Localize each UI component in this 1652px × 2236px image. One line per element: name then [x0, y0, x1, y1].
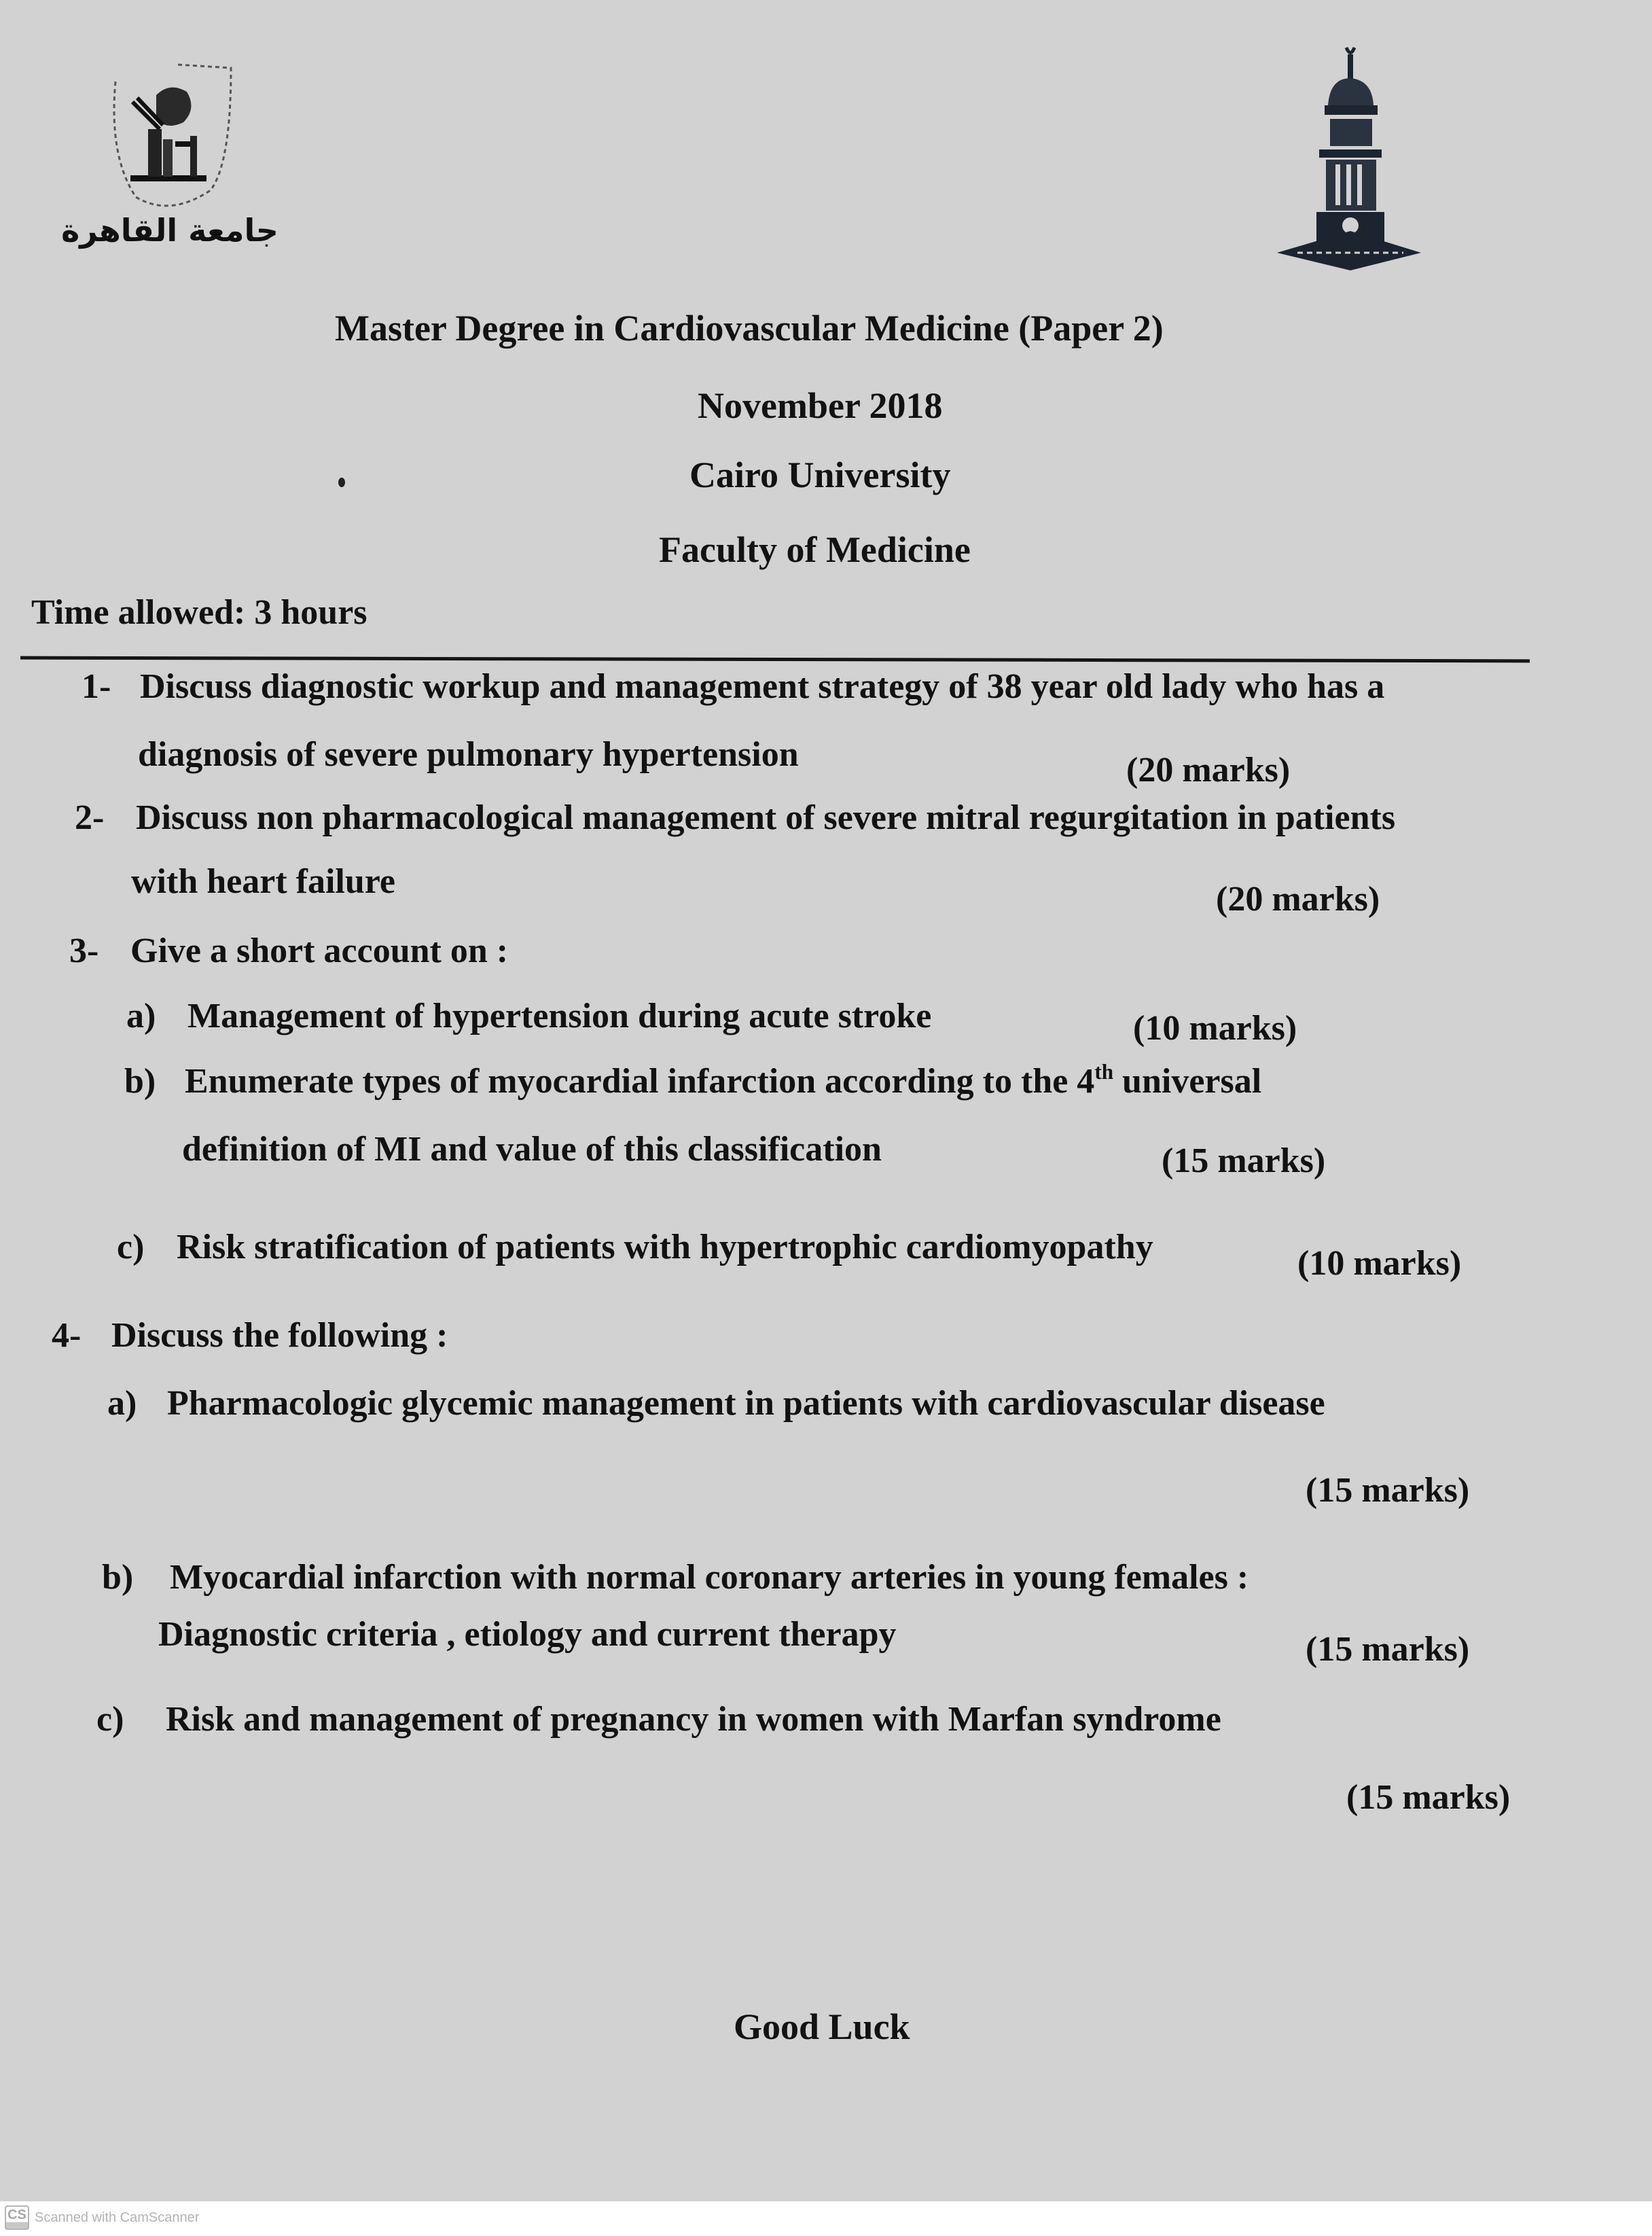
part-marks: (15 marks) [1306, 1630, 1470, 1669]
part-text-line: Risk and management of pregnancy in women with Marfan syndrome [166, 1700, 1221, 1739]
part-text-line: Pharmacologic glycemic management in patients with cardiovascular disease [167, 1384, 1325, 1423]
part-label: b) [102, 1558, 134, 1597]
question-number: 1- [82, 667, 111, 706]
time-allowed: Time allowed: 3 hours [31, 593, 367, 632]
exam-date: November 2018 [698, 385, 943, 426]
seal-arabic-text: جامعة القاهرة [61, 212, 279, 249]
ordinal-superscript: th [1094, 1060, 1114, 1084]
part-marks: (15 marks) [1306, 1471, 1470, 1510]
exam-title: Master Degree in Cardiovascular Medicine (Paper 2) [335, 308, 1164, 349]
closing-message: Good Luck [734, 2006, 910, 2047]
part-label: b) [124, 1062, 156, 1101]
part-marks: (15 marks) [1162, 1141, 1326, 1180]
part-label: a) [107, 1384, 137, 1423]
scan-speck [338, 478, 345, 487]
dome-tower-icon [1270, 41, 1426, 272]
question-number: 3- [69, 931, 99, 970]
question-text-line: diagnosis of severe pulmonary hypertension [138, 735, 799, 774]
header-divider [20, 656, 1530, 663]
camscanner-footer [0, 2201, 1652, 2236]
part-text-line: Diagnostic criteria , etiology and current therapy [158, 1615, 897, 1654]
question-marks: (20 marks) [1216, 880, 1380, 919]
question-number: 4- [52, 1316, 82, 1355]
part-text-line: Management of hypertension during acute stroke [187, 997, 932, 1035]
part-text-line: Risk stratification of patients with hypertrophic cardiomyopathy [177, 1228, 1153, 1266]
part-label: c) [96, 1700, 124, 1739]
part-label: c) [117, 1228, 145, 1266]
part-text-line: definition of MI and value of this classification [182, 1130, 882, 1169]
part-text-main: Enumerate types of myocardial infarction according to the 4 [185, 1062, 1095, 1101]
part-text-line: Myocardial infarction with normal coronary arteries in young females : [170, 1558, 1249, 1597]
question-marks: (20 marks) [1126, 751, 1291, 789]
question-text-line: Discuss the following : [111, 1316, 448, 1355]
part-marks: (10 marks) [1133, 1009, 1297, 1048]
part-label: a) [126, 997, 156, 1035]
part-text-tail: universal [1113, 1062, 1262, 1101]
question-text-line: with heart failure [131, 862, 395, 901]
part-text-line [185, 1060, 1262, 1101]
question-text-line: Give a short account on : [130, 931, 509, 970]
part-marks: (10 marks) [1297, 1244, 1462, 1283]
university-name: Cairo University [689, 455, 951, 495]
question-text-line: Discuss non pharmacological management of severe mitral regurgitation in patients [136, 798, 1396, 837]
question-number: 2- [75, 798, 105, 837]
cairo-university-seal-icon [61, 54, 279, 251]
question-text-line: Discuss diagnostic workup and management strategy of 38 year old lady who has a [140, 667, 1385, 706]
faculty-name: Faculty of Medicine [659, 529, 971, 570]
part-marks: (15 marks) [1346, 1778, 1511, 1817]
camscanner-logo-icon: CS [5, 2205, 29, 2230]
camscanner-label: Scanned with CamScanner [35, 2210, 200, 2225]
